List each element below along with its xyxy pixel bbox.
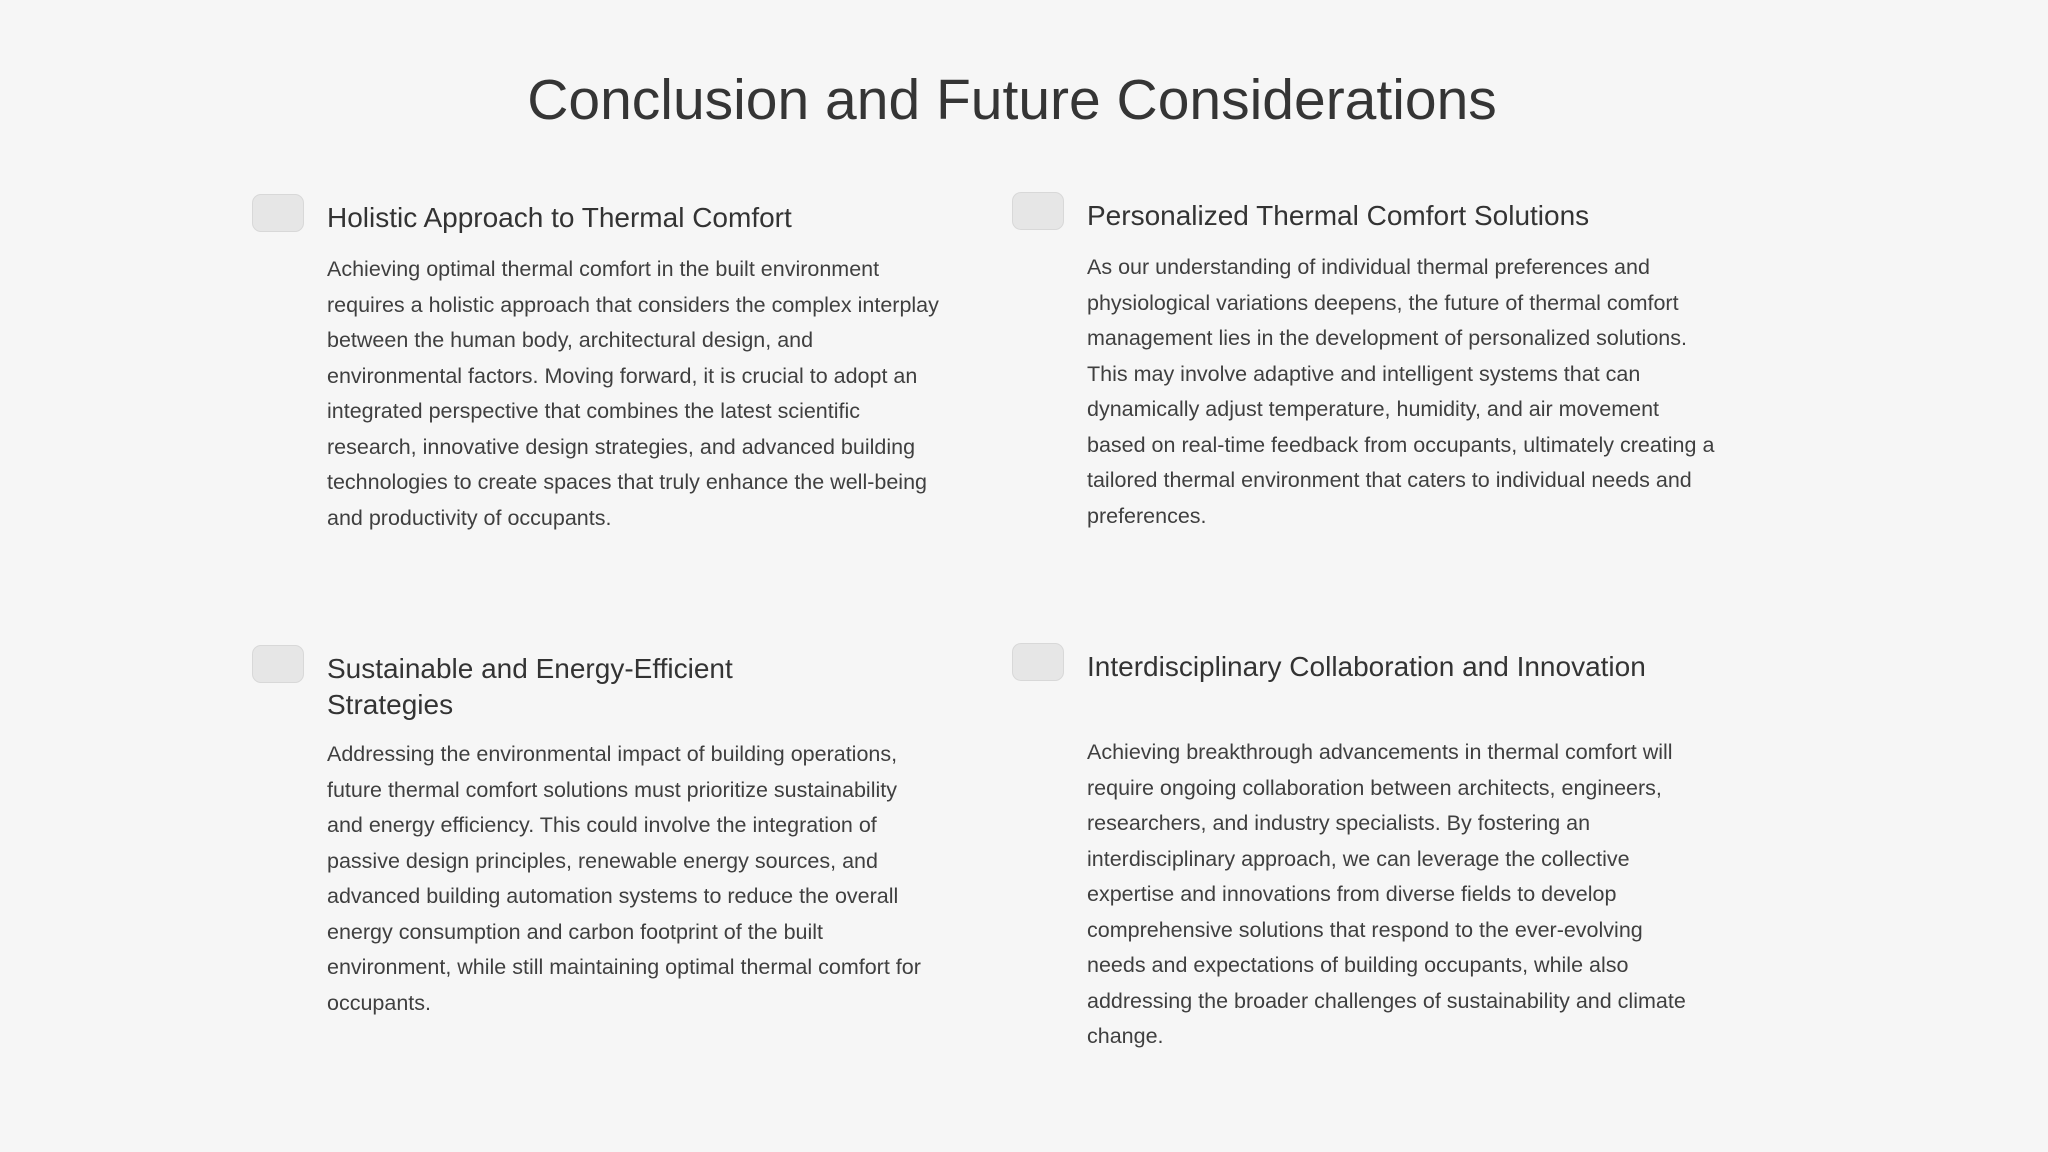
placeholder-icon [252, 194, 304, 232]
card-title: Interdisciplinary Collaboration and Innovation [1087, 651, 1646, 682]
page-title: Conclusion and Future Considerations [527, 68, 1497, 132]
card-body: Achieving optimal thermal comfort in the built environment requires a holistic approach that considers the complex interplay between the human body, architectural design, and environmental factors. Moving forward, it is crucial to adopt an integrated perspective that combines the latest scientific research, innovative design strategies, and advanced building technologies to create spaces that truly enhance the well-being and productivity of occupants. [327, 257, 939, 530]
card-title: Holistic Approach to Thermal Comfort [327, 202, 792, 233]
placeholder-icon [252, 645, 304, 683]
card-body: As our understanding of individual thermal preferences and physiological variations deepens, the future of thermal comfort management lies in the development of personalized solutions. This may involve adaptive and intelligent systems that can dynamically adjust temperature, humidity, and air movement based on real-time feedback from occupants, ultimately creating a tailored thermal environment that caters to individual needs and preferences. [1087, 255, 1715, 528]
card-title: Personalized Thermal Comfort Solutions [1087, 200, 1590, 231]
placeholder-icon [1012, 643, 1064, 681]
placeholder-icon [1012, 192, 1064, 230]
card-body: Achieving breakthrough advancements in thermal comfort will require ongoing collaboration between architects, engineers, researchers, and industry specialists. By fostering an interdisciplinary approach, we can leverage the collective expertise and innovations from diverse fields to develop comprehensive solutions that respond to the ever-evolving needs and expectations of building occupants, while also addressing the broader challenges of sustainability and climate change. [1087, 740, 1686, 1048]
card-title: Sustainable and Energy-Efficient Strategies [327, 653, 733, 720]
card-body: Addressing the environmental impact of building operations, future thermal comfort solutions must prioritize sustainability and energy efficiency. This could involve the integration of passive design principles, renewable energy sources, and advanced building automation systems to reduce the overall energy consumption and carbon footprint of the built environment, while still maintaining optimal thermal comfort for occupants. [327, 742, 921, 1015]
